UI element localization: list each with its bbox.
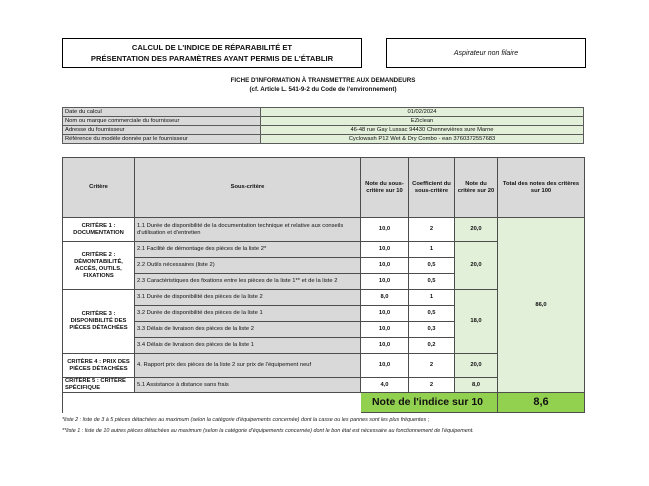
subcriterion-coef: 2 bbox=[409, 354, 455, 378]
subcriterion-note: 10,0 bbox=[361, 242, 409, 258]
fiche-line-1: FICHE D'INFORMATION À TRANSMETTRE AUX DEMANDEURS bbox=[230, 77, 416, 84]
title-line-1: CALCUL DE L'INDICE DE RÉPARABILITÉ ET bbox=[131, 43, 293, 52]
header-note-sous-critere: Note du sous-critère sur 10 bbox=[361, 158, 409, 218]
subcriterion-coef: 2 bbox=[409, 218, 455, 242]
subcriterion-note: 10,0 bbox=[361, 338, 409, 354]
subcriterion-coef: 0,2 bbox=[409, 338, 455, 354]
info-label: Nom ou marque commerciale du fournisseur bbox=[63, 117, 261, 126]
info-label: Référence du modèle donnée par le fournisseur bbox=[63, 135, 261, 144]
info-row-address bbox=[63, 126, 584, 135]
title-line-2: PRÉSENTATION DES PARAMÈTRES AYANT PERMIS DE L'ÉTABLIR bbox=[90, 54, 334, 63]
repairability-table bbox=[62, 157, 585, 413]
subcriterion-note: 10,0 bbox=[361, 218, 409, 242]
subcriterion-label: 2.1 Facilité de démontage des pièces de la liste 2* bbox=[135, 242, 361, 258]
header-sous-critere: Sous-critère bbox=[135, 158, 361, 218]
info-row-model bbox=[63, 135, 584, 144]
criterion-5-score: 8,0 bbox=[455, 378, 498, 393]
subcriterion-label: 2.3 Caractéristiques des fixations entre les pièces de la liste 1** et de la liste 2 bbox=[135, 274, 361, 290]
footnote-liste-1: **liste 1 : liste de 10 autres pièces détachées au maximum (selon la catégorie d'équipements concernée) dont le bon état est nécessaire au fonctionnement de l'équipement. bbox=[62, 428, 474, 434]
header-note-critere: Note du critère sur 20 bbox=[455, 158, 498, 218]
criterion-4-label: CRITÈRE 4 : PRIX DES PIÈCES DÉTACHÉES bbox=[63, 354, 135, 378]
subcriterion-coef: 0,5 bbox=[409, 274, 455, 290]
criterion-2-score: 20,0 bbox=[455, 242, 498, 290]
subcriterion-coef: 1 bbox=[409, 290, 455, 306]
subcriterion-coef: 2 bbox=[409, 378, 455, 393]
header-coefficient: Coefficient du sous-critère bbox=[409, 158, 455, 218]
subcriterion-label: 3.2 Durée de disponibilité des pièces de la liste 1 bbox=[135, 306, 361, 322]
subcriterion-label: 3.3 Délais de livraison des pièces de la liste 2 bbox=[135, 322, 361, 338]
subcriterion-note: 8,0 bbox=[361, 290, 409, 306]
info-row-date bbox=[63, 108, 584, 117]
table-header-row bbox=[63, 158, 585, 218]
header-total: Total des notes des critères sur 100 bbox=[498, 158, 585, 218]
subcriterion-note: 10,0 bbox=[361, 274, 409, 290]
subcriterion-label: 3.4 Délais de livraison des pièces de la liste 1 bbox=[135, 338, 361, 354]
fiche-heading bbox=[62, 76, 584, 94]
fiche-line-2: (cf. Article L. 541-9-2 du Code de l'environnement) bbox=[249, 86, 397, 93]
subcriterion-coef: 1 bbox=[409, 242, 455, 258]
subcriterion-coef: 0,5 bbox=[409, 306, 455, 322]
subcriterion-label: 3.1 Durée de disponibilité des pièces de la liste 2 bbox=[135, 290, 361, 306]
criterion-1-label: CRITÈRE 1 : DOCUMENTATION bbox=[63, 218, 135, 242]
info-label: Date du calcul bbox=[63, 108, 261, 117]
footnote-liste-2: *liste 2 : liste de 3 à 5 pièces détachées au maximum (selon la catégorie d'équipements concernée) dont la casse ou les pannes sont les plus fréquentes ; bbox=[62, 417, 430, 423]
info-value: Cyclowash P12 Wet & Dry Combo - ean 3760372557683 bbox=[261, 135, 584, 144]
table-row bbox=[63, 218, 585, 242]
indice-value: 8,6 bbox=[498, 393, 585, 413]
total-score: 86,0 bbox=[498, 218, 585, 393]
subcriterion-note: 10,0 bbox=[361, 322, 409, 338]
info-value: 01/02/2024 bbox=[261, 108, 584, 117]
criterion-4-score: 20,0 bbox=[455, 354, 498, 378]
info-label: Adresse du fournisseur bbox=[63, 126, 261, 135]
subcriterion-coef: 0,3 bbox=[409, 322, 455, 338]
subcriterion-label: 2.2 Outils nécessaires (liste 2) bbox=[135, 258, 361, 274]
subcriterion-note: 10,0 bbox=[361, 306, 409, 322]
indice-row-spacer bbox=[63, 393, 361, 413]
product-type: Aspirateur non filaire bbox=[386, 38, 586, 68]
criterion-3-label: CRITÈRE 3 : DISPONIBILITÉ DES PIÈCES DÉTACHÉES bbox=[63, 290, 135, 354]
criterion-3-score: 18,0 bbox=[455, 290, 498, 354]
criterion-5-label: CRITÈRE 5 : CRITÈRE SPÉCIFIQUE bbox=[63, 378, 135, 393]
header-critere: Critère bbox=[63, 158, 135, 218]
indice-row bbox=[63, 393, 585, 413]
criterion-2-label: CRITÈRE 2 : DÉMONTABILITÉ, ACCÈS, OUTILS, FIXATIONS bbox=[63, 242, 135, 290]
info-value: 46-48 rue Gay Lussac 94430 Chennevières sure Marne bbox=[261, 126, 584, 135]
supplier-info-table bbox=[62, 107, 584, 144]
subcriterion-label: 1.1 Durée de disponibilité de la documentation technique et relative aux conseils d'utilisation et d'entretien bbox=[135, 218, 361, 242]
subcriterion-label: 4. Rapport prix des pièces de la liste 2 sur prix de l'équipement neuf bbox=[135, 354, 361, 378]
criterion-1-score: 20,0 bbox=[455, 218, 498, 242]
subcriterion-note: 4,0 bbox=[361, 378, 409, 393]
info-value: EZiclean bbox=[261, 117, 584, 126]
indice-label: Note de l'indice sur 10 bbox=[361, 393, 498, 413]
subcriterion-note: 10,0 bbox=[361, 354, 409, 378]
document-title bbox=[62, 38, 362, 68]
subcriterion-note: 10,0 bbox=[361, 258, 409, 274]
subcriterion-coef: 0,5 bbox=[409, 258, 455, 274]
info-row-brand bbox=[63, 117, 584, 126]
subcriterion-label: 5.1 Assistance à distance sans frais bbox=[135, 378, 361, 393]
